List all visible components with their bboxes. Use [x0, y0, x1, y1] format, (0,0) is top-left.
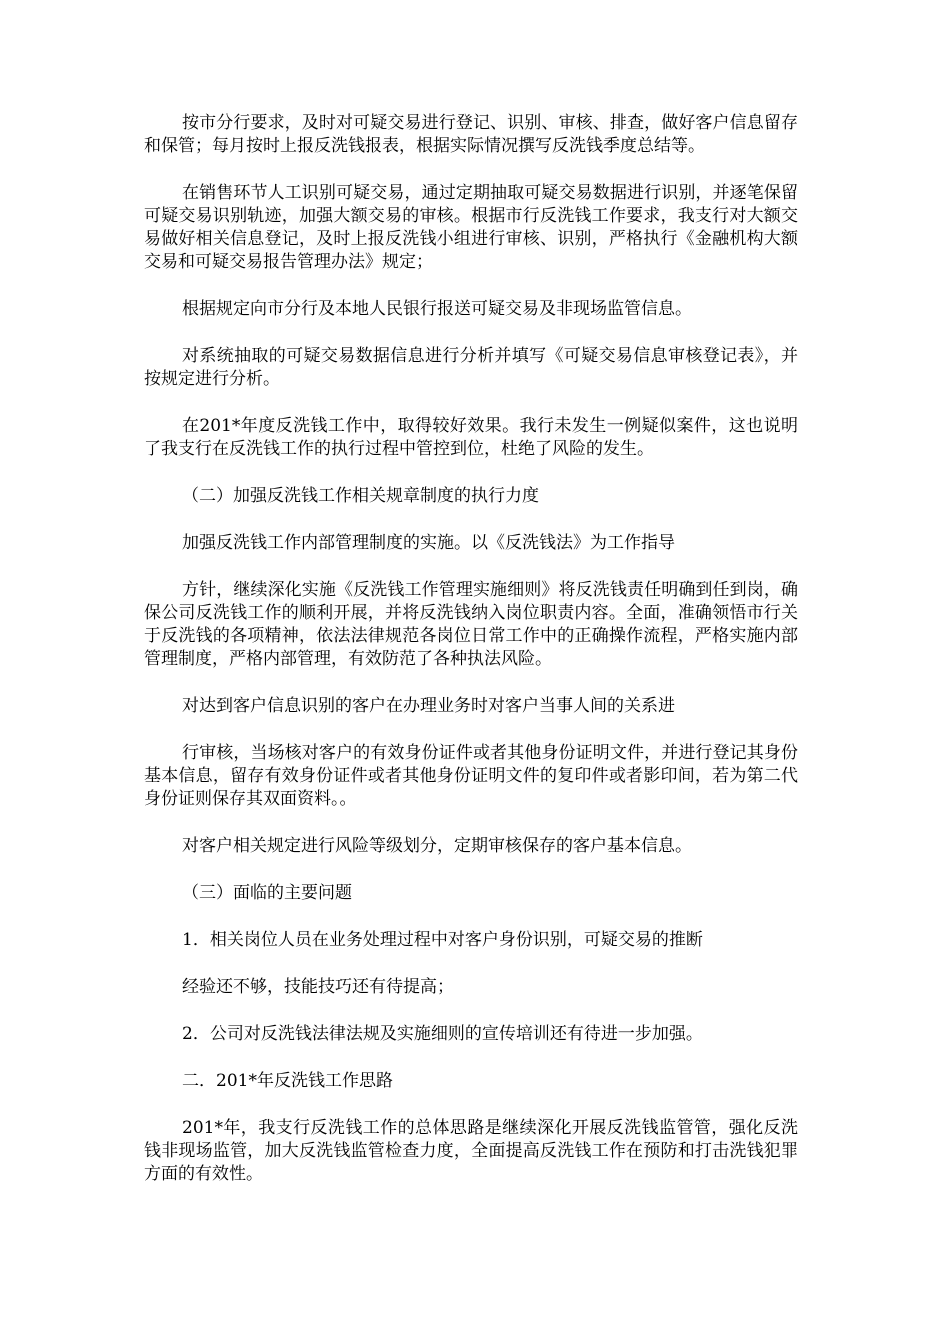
paragraph-6: 加强反洗钱工作内部管理制度的实施。以《反洗钱法》为工作指导: [182, 533, 675, 553]
problem-item-2: 2．公司对反洗钱法律法规及实施细则的宣传培训还有待进一步加强。: [182, 1024, 703, 1044]
problem-item-1: 1．相关岗位人员在业务处理过程中对客户身份识别，可疑交易的推断: [182, 930, 703, 950]
paragraph-3: 根据规定向市分行及本地人民银行报送可疑交易及非现场监管信息。: [182, 299, 692, 319]
section-heading-work-plan: 二．201*年反洗钱工作思路: [182, 1071, 393, 1091]
problem-item-1-continued: 经验还不够，技能技巧还有待提高；: [182, 977, 454, 997]
section-heading-2: （二）加强反洗钱工作相关规章制度的执行力度: [182, 486, 539, 506]
paragraph-9: 行审核，当场核对客户的有效身份证件或者其他身份证明文件，并进行登记其身份基本信息，留存有效身份证件或者其他身份证明文件的复印件或者影印间，若为第二代身份证则保存其双面资料。。: [144, 743, 798, 809]
section-heading-3: （三）面临的主要问题: [182, 883, 352, 903]
paragraph-7: 方针，继续深化实施《反洗钱工作管理实施细则》将反洗钱责任明确到任到岗，确保公司反洗钱工作的顺利开展，并将反洗钱纳入岗位职责内容。全面，准确领悟市行关于反洗钱的各项精神，依法法律规范各岗位日常工作中的正确操作流程，严格实施内部管理制度，严格内部管理，有效防范了各种执法风险。: [144, 580, 798, 669]
paragraph-8: 对达到客户信息识别的客户在办理业务时对客户当事人间的关系进: [182, 696, 675, 716]
paragraph-10: 对客户相关规定进行风险等级划分，定期审核保存的客户基本信息。: [182, 836, 692, 856]
paragraph-11: 201*年，我支行反洗钱工作的总体思路是继续深化开展反洗钱监管管，强化反洗钱非现场监管，加大反洗钱监管检查力度，全面提高反洗钱工作在预防和打击洗钱犯罪方面的有效性。: [144, 1118, 798, 1184]
paragraph-4: 对系统抽取的可疑交易数据信息进行分析并填写《可疑交易信息审核登记表》，并按规定进行分析。: [144, 346, 798, 389]
document-body: [144, 112, 798, 1210]
paragraph-2: 在销售环节人工识别可疑交易，通过定期抽取可疑交易数据进行识别，并逐笔保留可疑交易识别轨迹，加强大额交易的审核。根据市行反洗钱工作要求，我支行对大额交易做好相关信息登记，及时上报反洗钱小组进行审核、识别，严格执行《金融机构大额交易和可疑交易报告管理办法》规定；: [144, 183, 798, 272]
paragraph-5: 在201*年度反洗钱工作中，取得较好效果。我行未发生一例疑似案件，这也说明了我支行在反洗钱工作的执行过程中管控到位，杜绝了风险的发生。: [144, 416, 798, 459]
paragraph-1: 按市分行要求，及时对可疑交易进行登记、识别、审核、排查，做好客户信息留存和保管；每月按时上报反洗钱报表，根据实际情况撰写反洗钱季度总结等。: [144, 113, 798, 156]
